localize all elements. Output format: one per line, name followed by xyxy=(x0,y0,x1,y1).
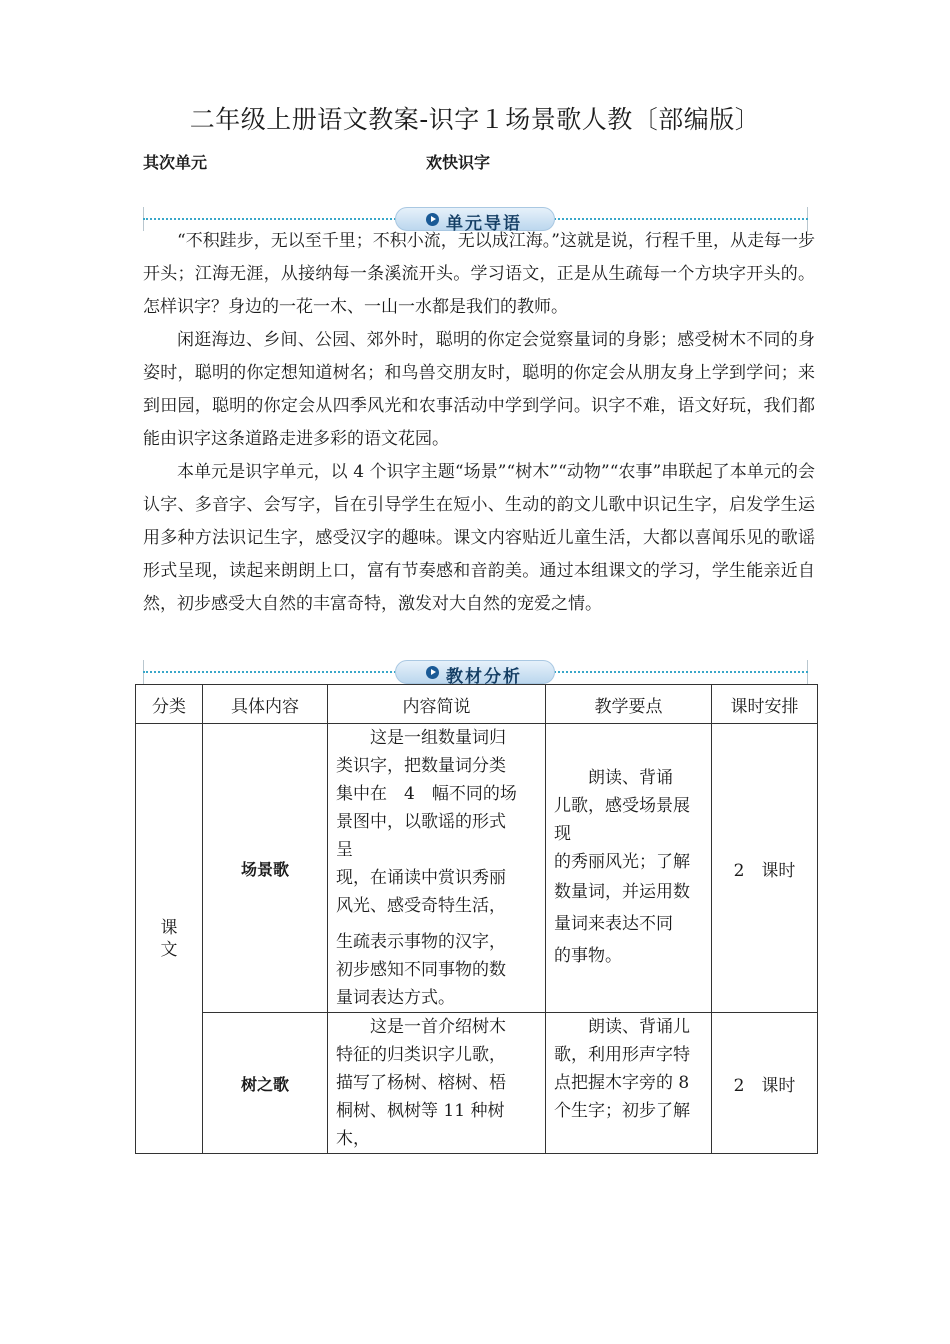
unit-topic: 欢快识字 xyxy=(426,153,491,172)
table-header-row xyxy=(136,685,818,724)
analysis-table xyxy=(135,684,818,1154)
header-category: 分类 xyxy=(136,685,203,724)
intro-paragraph-2: 闲逛海边、乡间、公园、郊外时，聪明的你定会觉察量词的身影；感受树木不同的身姿时，聪明的你定想知道树名；和鸟兽交朋友时，聪明的你定会从朋友身上学到学问；来到田园，聪明的你定会从四季风光和农事活动中学到学问。识字不难，语文好玩，我们都能由识字这条道路走进多彩的语文花园。 xyxy=(143,330,815,449)
header-summary: 内容简说 xyxy=(328,685,546,724)
unit-name: 其次单元 xyxy=(143,153,208,172)
category-cell: 课 文 xyxy=(136,724,203,1154)
table-row xyxy=(136,1013,818,1154)
section-label-analysis: 教材分析 xyxy=(446,667,522,687)
header-hours: 课时安排 xyxy=(712,685,818,724)
lesson-hours: 2 课时 xyxy=(712,1013,818,1154)
chevron-right-icon xyxy=(426,666,439,679)
teaching-points: 朗读、背诵 儿歌，感受场景展 现 的秀丽风光；了解 数量词，并运用数 量词来表达不同 的事物。 xyxy=(546,724,712,1013)
lesson-name: 场景歌 xyxy=(203,724,328,1013)
intro-paragraph-3: 本单元是识字单元，以 4 个识字主题“场景”“树木”“动物”“农事”串联起了本单元的会认字、多音字、会写字，旨在引导学生在短小、生动的韵文儿歌中识记生字，启发学生运用多种方法识记生字，感受汉字的趣味。课文内容贴近儿童生活，大都以喜闻乐见的歌谣形式呈现，读起来朗朗上口，富有节奏感和音韵美。通过本组课文的学习，学生能亲近自然，初步感受大自然的丰富奇特，激发对大自然的宠爱之情。 xyxy=(143,462,815,614)
header-teaching-points: 教学要点 xyxy=(546,685,712,724)
document-title: 二年级上册语文教案-识字１场景歌人教〔部编版〕 xyxy=(189,105,761,134)
intro-paragraph-1: “不积跬步，无以至千里；不积小流，无以成江海。”这就是说，行程千里，从走每一步开头；江海无涯，从接纳每一条溪流开头。学习语文，正是从生疏每一个方块字开头的。怎样识字？身边的一花一木、一山一水都是我们的教师。 xyxy=(143,231,815,317)
section-label-guide: 单元导语 xyxy=(446,214,522,234)
lesson-summary: 这是一组数量词归 类识字，把数量词分类 集中在 4 幅不同的场 景图中，以歌谣的形式 呈 现，在诵读中赏识秀丽 风光、感受奇特生活， 生疏表示事物的汉字， 初步感知不同事物的数 量词表达方式。 xyxy=(328,724,546,1013)
table-row xyxy=(136,724,818,1013)
teaching-points: 朗读、背诵儿 歌，利用形声字特 点把握木字旁的 8 个生字；初步了解 xyxy=(546,1013,712,1154)
header-content: 具体内容 xyxy=(203,685,328,724)
section-banner-analysis xyxy=(143,660,808,687)
lesson-hours: 2 课时 xyxy=(712,724,818,1013)
lesson-summary: 这是一首介绍树木 特征的归类识字儿歌， 描写了杨树、榕树、梧 桐树、枫树等 11 种树木， xyxy=(328,1013,546,1154)
lesson-name: 树之歌 xyxy=(203,1013,328,1154)
